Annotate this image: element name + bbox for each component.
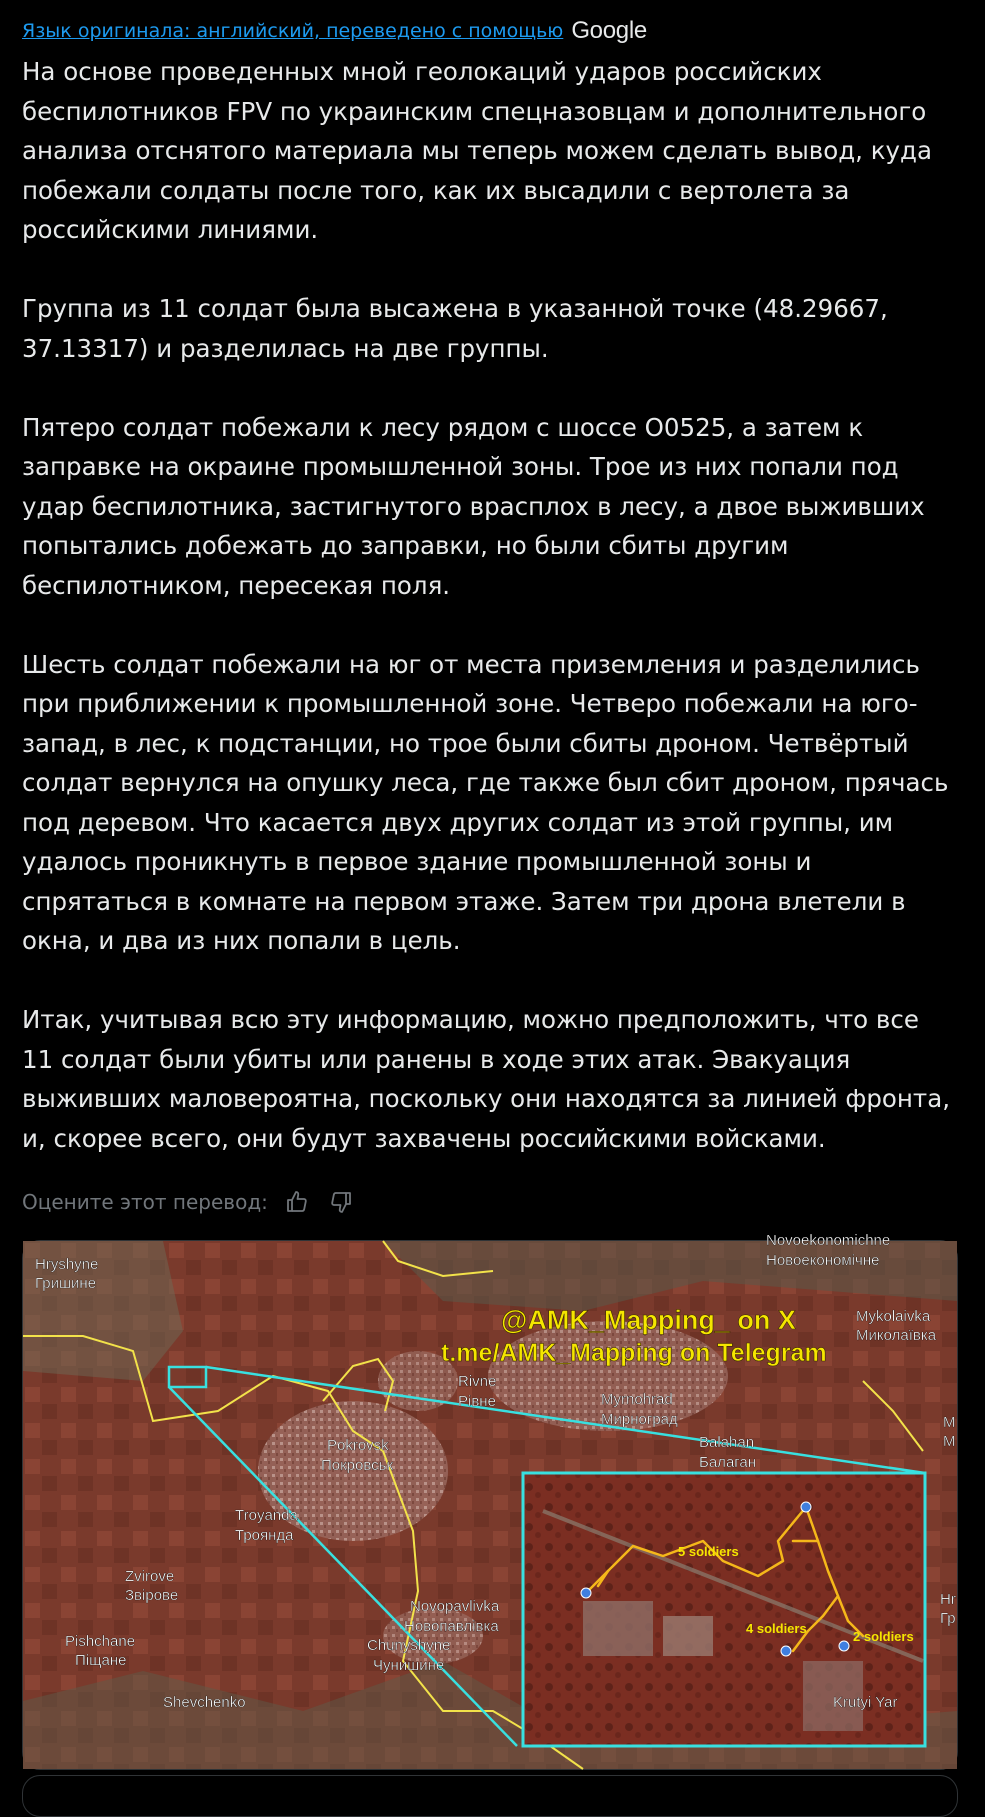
place-label: Піщане xyxy=(75,1652,127,1669)
post-paragraph: Шесть солдат побежали на юг от места приземления и разделились при приближении к промышленной зоне. Четверо побежали на юго-запад, в лес, к подстанции, но трое были сбиты дроном. Четвёртый солдат вернулся на опушку леса, где также был сбит дроном, прячась под деревом. Что касается двух других солдат из этой группы, им удалось проникнуть в первое здание промышленной зоны и спрятаться в комнате на первом этаже. Затем три дрона влетели в окна, и два из них попали в цель. xyxy=(22,649,949,955)
place-label: Novoekonomichne xyxy=(766,1232,891,1249)
place-label: Zvirove xyxy=(125,1568,175,1585)
inset-label: 4 soldiers xyxy=(746,1621,807,1636)
place-label: Hryshyne xyxy=(35,1256,99,1273)
edge-label: M xyxy=(943,1433,956,1450)
thumbs-down-icon[interactable] xyxy=(326,1187,356,1217)
inset-label: 2 soldiers xyxy=(853,1629,914,1644)
place-label: Novopavlivka xyxy=(410,1598,500,1615)
place-label: Krutyi Yar xyxy=(833,1694,898,1711)
place-label: Balahan xyxy=(699,1434,755,1451)
place-label: Mykolaivka xyxy=(856,1308,931,1325)
post-paragraph: Группа из 11 солдат была высажена в указанной точке (48.29667, 37.13317) и разделилась на две группы. xyxy=(22,294,888,363)
place-label: Гришине xyxy=(35,1275,97,1292)
original-language-link[interactable]: Язык оригинала: английский, переведено с помощью xyxy=(22,20,564,42)
next-card-edge xyxy=(22,1775,958,1817)
place-label: Pishchane xyxy=(65,1633,136,1650)
place-label: Мирноград xyxy=(601,1411,678,1428)
post-text xyxy=(22,52,952,1198)
place-label: Новопавлівка xyxy=(404,1618,499,1635)
inset-label: 5 soldiers xyxy=(678,1544,739,1559)
place-label: Троянда xyxy=(235,1527,294,1544)
map-watermark-line: t.me/AMK_Mapping on Telegram xyxy=(441,1339,827,1367)
edge-label: M xyxy=(943,1414,956,1431)
edge-label: Гр xyxy=(940,1610,956,1627)
post-paragraph: Пятеро солдат побежали к лесу рядом с шоссе О0525, а затем к заправке на окраине промышленной зоны. Трое из них попали под удар беспилотника, застигнутого врасплох в лесу, а двое выживших попытались добежать до заправки, но были сбиты другим беспилотником, пересекая поля. xyxy=(22,412,925,600)
post-paragraph: На основе проведенных мной геолокаций ударов российских беспилотников FPV по украинским спецназовцам и дополнительного анализа отснятого материала мы теперь можем сделать вывод, куда побежали солдаты после того, как их высадили с вертолета за российскими линиями. xyxy=(22,57,932,244)
rate-translation-label: Оцените этот перевод: xyxy=(22,1190,268,1214)
place-label: Рівне xyxy=(458,1393,496,1410)
place-label: Миколаївка xyxy=(856,1327,937,1344)
translation-attribution xyxy=(22,16,647,46)
place-label: Балаган xyxy=(699,1454,757,1471)
place-label: Покровськ xyxy=(321,1457,394,1474)
place-label: Rivne xyxy=(458,1373,497,1390)
place-label: Чунишине xyxy=(373,1657,445,1674)
edge-label: Hr xyxy=(940,1591,956,1608)
post-paragraph: Итак, учитывая всю эту информацию, можно предположить, что все 11 солдат были убиты или ранены в ходе этих атак. Эвакуация выживших маловероятна, поскольку они находятся за линией фронта, и, скорее всего, они будут захвачены российскими войсками. xyxy=(22,1005,951,1153)
place-label: Pokrovsk xyxy=(327,1437,389,1454)
place-label: Chunyshyne xyxy=(367,1637,451,1654)
place-label: Новоекономічне xyxy=(766,1252,880,1269)
place-label: Myrnohrad xyxy=(601,1391,673,1408)
map-image[interactable] xyxy=(22,1232,958,1770)
place-label: Shevchenko xyxy=(163,1694,246,1711)
place-label: Звірове xyxy=(125,1587,179,1604)
google-logo: Google xyxy=(571,17,647,44)
place-label: Troyanda xyxy=(235,1507,298,1524)
map-watermark-line: @AMK_Mapping_ on X xyxy=(501,1305,796,1335)
rate-translation-row xyxy=(22,1185,356,1219)
thumbs-up-icon[interactable] xyxy=(282,1187,312,1217)
